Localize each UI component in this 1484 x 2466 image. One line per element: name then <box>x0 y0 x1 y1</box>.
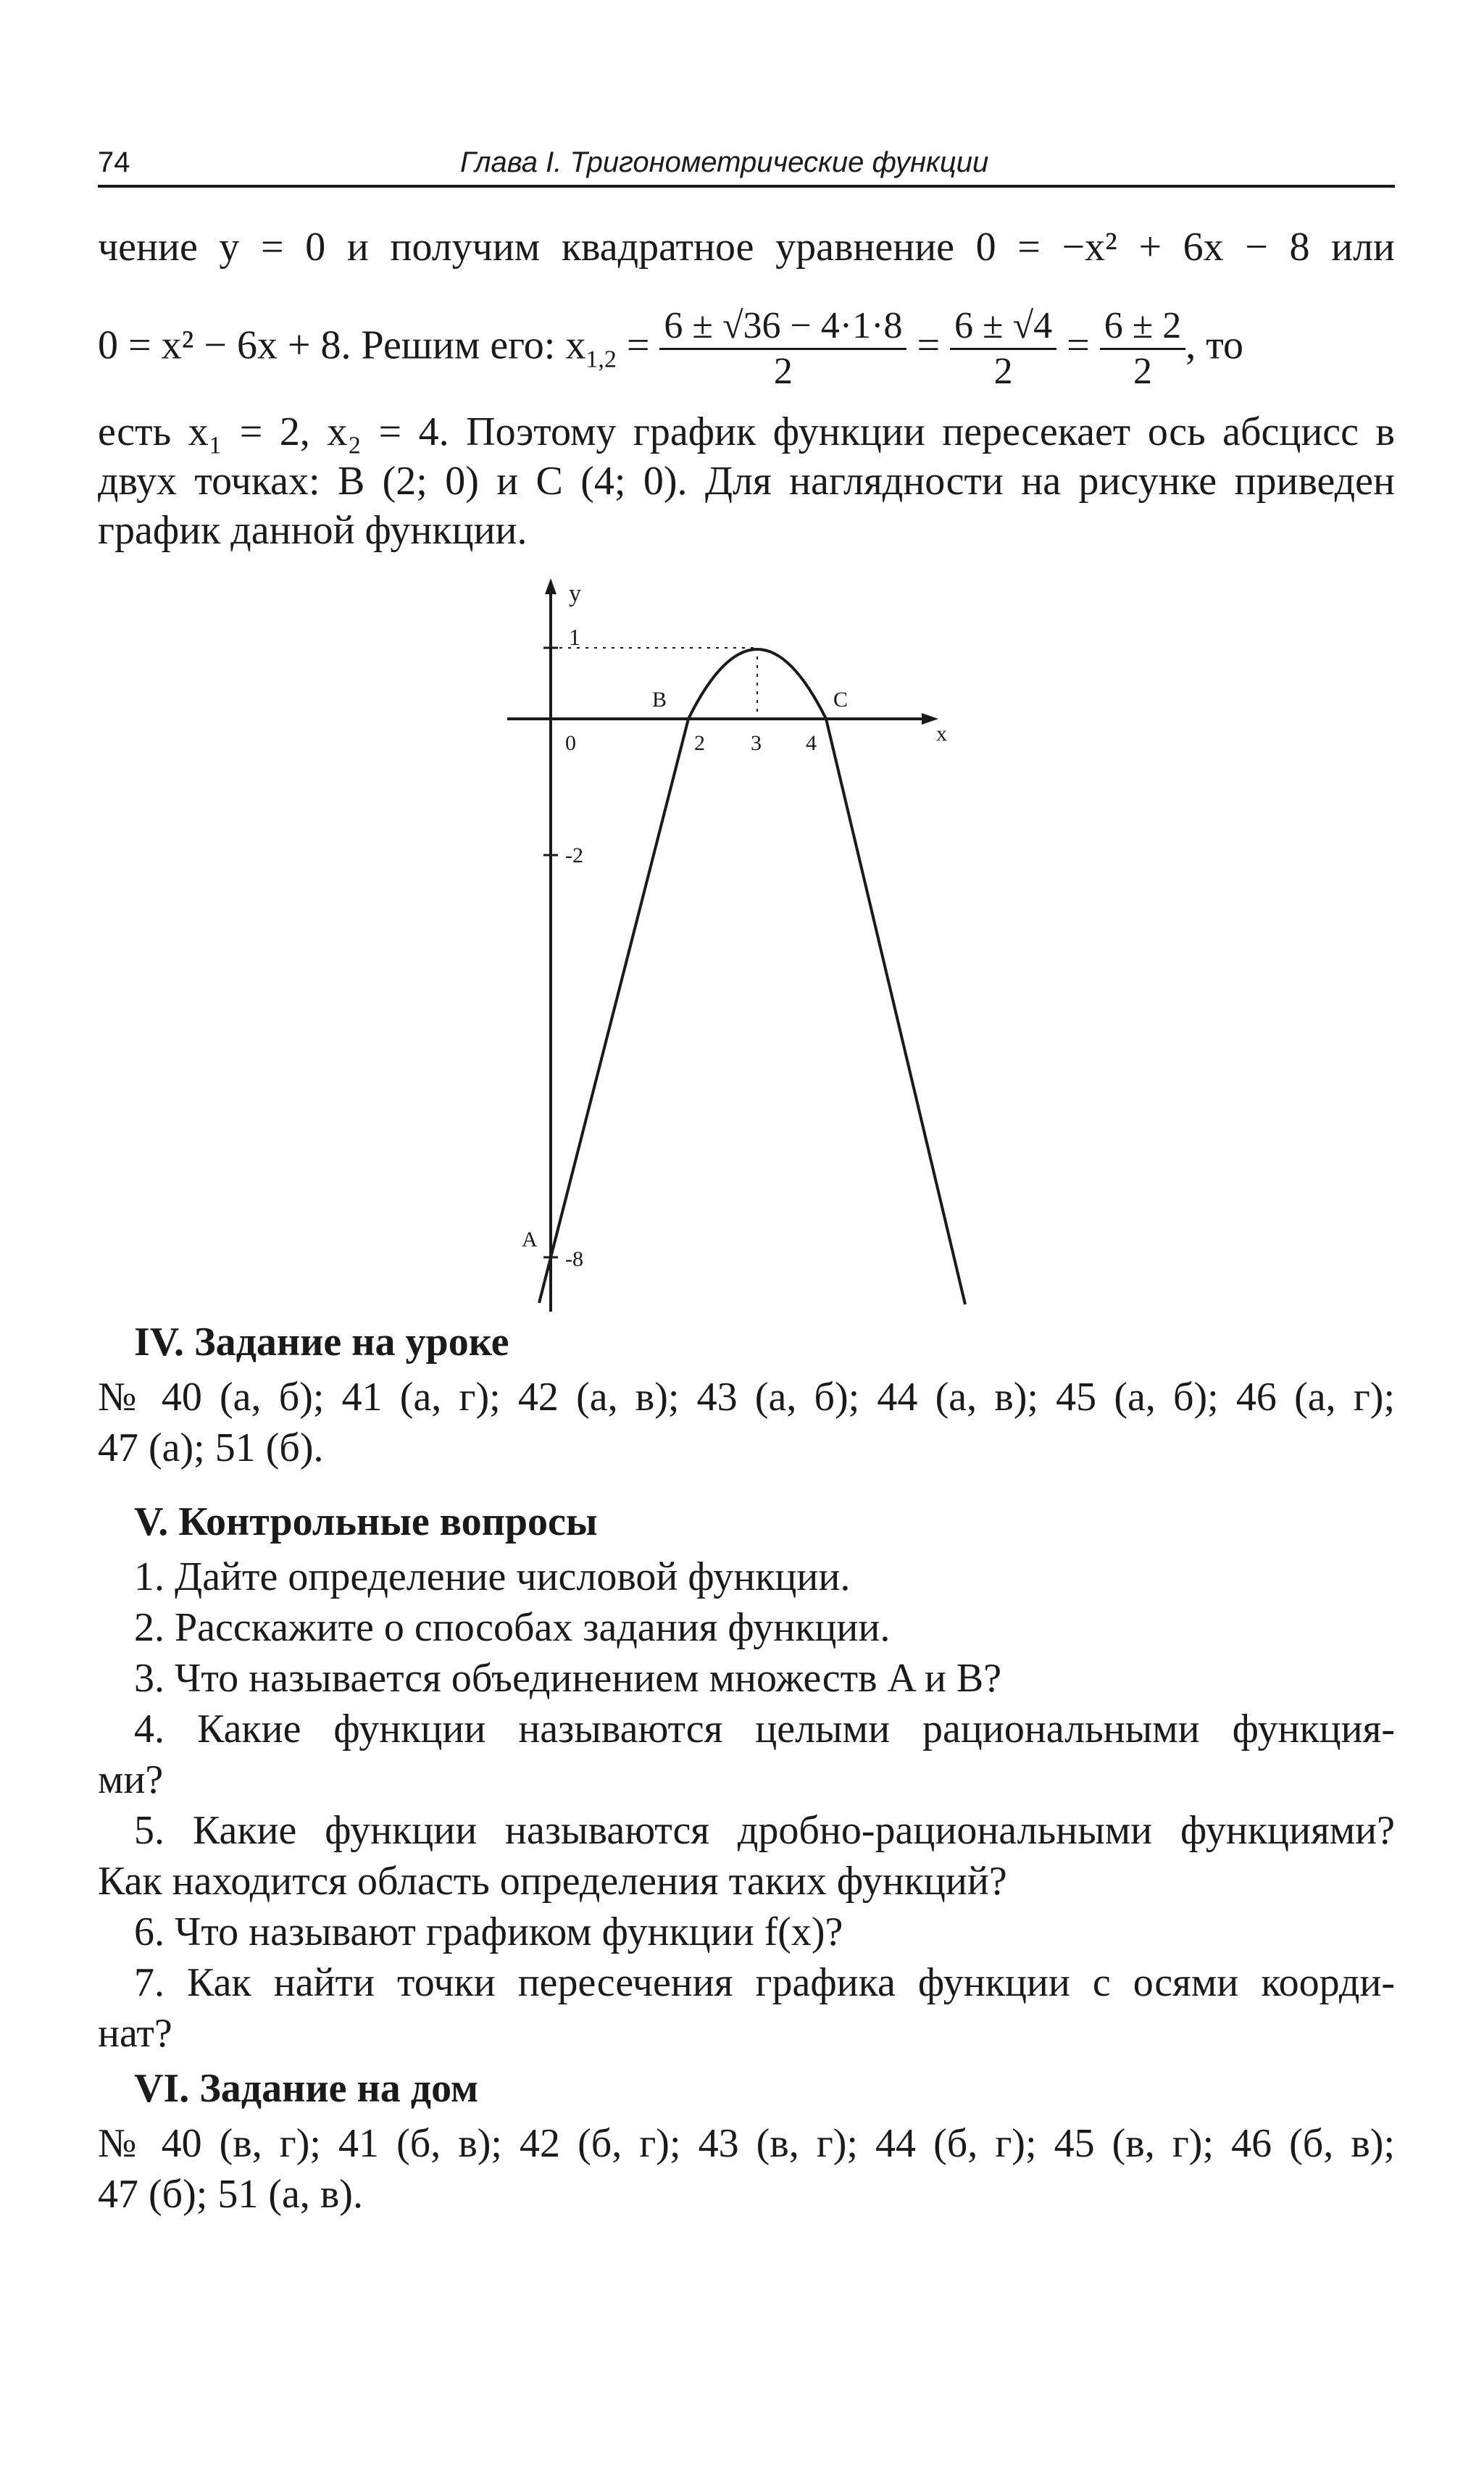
intro-line-4: двух точках: B (2; 0) и C (4; 0). Для наглядности на рисунке приведен <box>98 459 1395 504</box>
fraction-2 <box>950 304 1056 393</box>
question-5-line-1: 5. Какие функции называются дробно-рациональными функциями? <box>134 1808 1395 1853</box>
tick-label-y-minus-2: -2 <box>565 843 583 867</box>
question-7-line-2: нат? <box>98 2011 172 2056</box>
section-6-line-2: 47 (б); 51 (а, в). <box>98 2172 363 2217</box>
fraction-3-denominator: 2 <box>1133 351 1152 392</box>
question-7-line-1: 7. Как найти точки пересечения графика функции с осями коорди- <box>134 1960 1395 2005</box>
fraction-1-denominator: 2 <box>773 351 793 392</box>
fraction-3 <box>1100 304 1186 393</box>
fraction-2-numerator: 6 ± √4 <box>950 304 1056 350</box>
question-4-line-2: ми? <box>98 1757 164 1802</box>
fraction-2-denominator: 2 <box>993 351 1013 392</box>
point-b-label: B <box>652 688 667 712</box>
tick-label-x-3: 3 <box>751 731 762 755</box>
question-5-line-2: Как находится область определения таких функций? <box>98 1859 1007 1904</box>
origin-label: 0 <box>565 731 576 755</box>
question-4-line-1: 4. Какие функции называются целыми рациональными функция- <box>134 1707 1395 1751</box>
section-4-title: IV. Задание на уроке <box>134 1320 509 1365</box>
chapter-title: Глава I. Тригонометрические функции <box>460 146 989 178</box>
question-6: 6. Что называют графиком функции f(x)? <box>134 1909 843 1954</box>
x-subscript: 1,2 <box>585 346 617 373</box>
section-4-line-1: № 40 (а, б); 41 (а, г); 42 (а, в); 43 (а, б); 44 (а, в); 45 (а, б); 46 (а, г); <box>98 1375 1395 1420</box>
section-6-title: VI. Задание на дом <box>134 2066 479 2111</box>
x-axis-label: x <box>936 722 947 746</box>
question-3: 3. Что называется объединением множеств A и B? <box>134 1656 1002 1701</box>
tick-label-x-4: 4 <box>806 731 817 755</box>
tick-label-y-1: 1 <box>569 624 580 650</box>
intro-line-2-left: 0 = x² − 6x + 8. Решим его: x <box>98 322 586 368</box>
point-a-label: A <box>522 1228 538 1251</box>
tick-label-y-minus-8: -8 <box>565 1247 583 1271</box>
tick-label-x-2: 2 <box>694 731 705 755</box>
question-2: 2. Расскажите о способах задания функции. <box>134 1605 891 1650</box>
question-1: 1. Дайте определение числовой функции. <box>134 1554 851 1599</box>
intro-line-2: 0 = x² − 6x + 8. Решим его: $x_{1,2}$ = $\frac{6 \pm √36 - 4\cdot 1\cdot 8}{2}$ = $\frac{6 \pm √4}{2}$ = $\frac{6 \pm 2}{2}$ , то <box>98 305 1243 392</box>
intro-line-5: график данной функции. <box>98 508 528 553</box>
fraction-1 <box>659 304 906 393</box>
section-6-line-1: № 40 (в, г); 41 (б, в); 42 (б, г); 43 (в, г); 44 (б, г); 45 (в, г); 46 (б, в); <box>98 2121 1395 2166</box>
point-c-label: C <box>833 688 849 712</box>
page-number: 74 <box>98 146 130 178</box>
intro-line-3: есть x₁ = 2, x₂ = 4. Поэтому график функции пересекает ось абсцисс в <box>98 409 1395 454</box>
section-5-title: V. Контрольные вопросы <box>134 1499 598 1544</box>
fraction-1-numerator: 6 ± √36 − 4·1·8 <box>659 304 906 350</box>
intro-line-2-tail: , то <box>1185 322 1243 368</box>
fraction-3-numerator: 6 ± 2 <box>1100 304 1186 350</box>
intro-line-1: чение y = 0 и получим квадратное уравнение 0 = −x² + 6x − 8 или <box>98 225 1395 270</box>
y-axis-arrow-icon <box>545 578 556 594</box>
y-axis-label: y <box>569 580 581 607</box>
parabola-graph <box>493 572 971 1319</box>
section-4-line-2: 47 (а); 51 (б). <box>98 1425 324 1470</box>
page-header <box>98 134 1395 188</box>
